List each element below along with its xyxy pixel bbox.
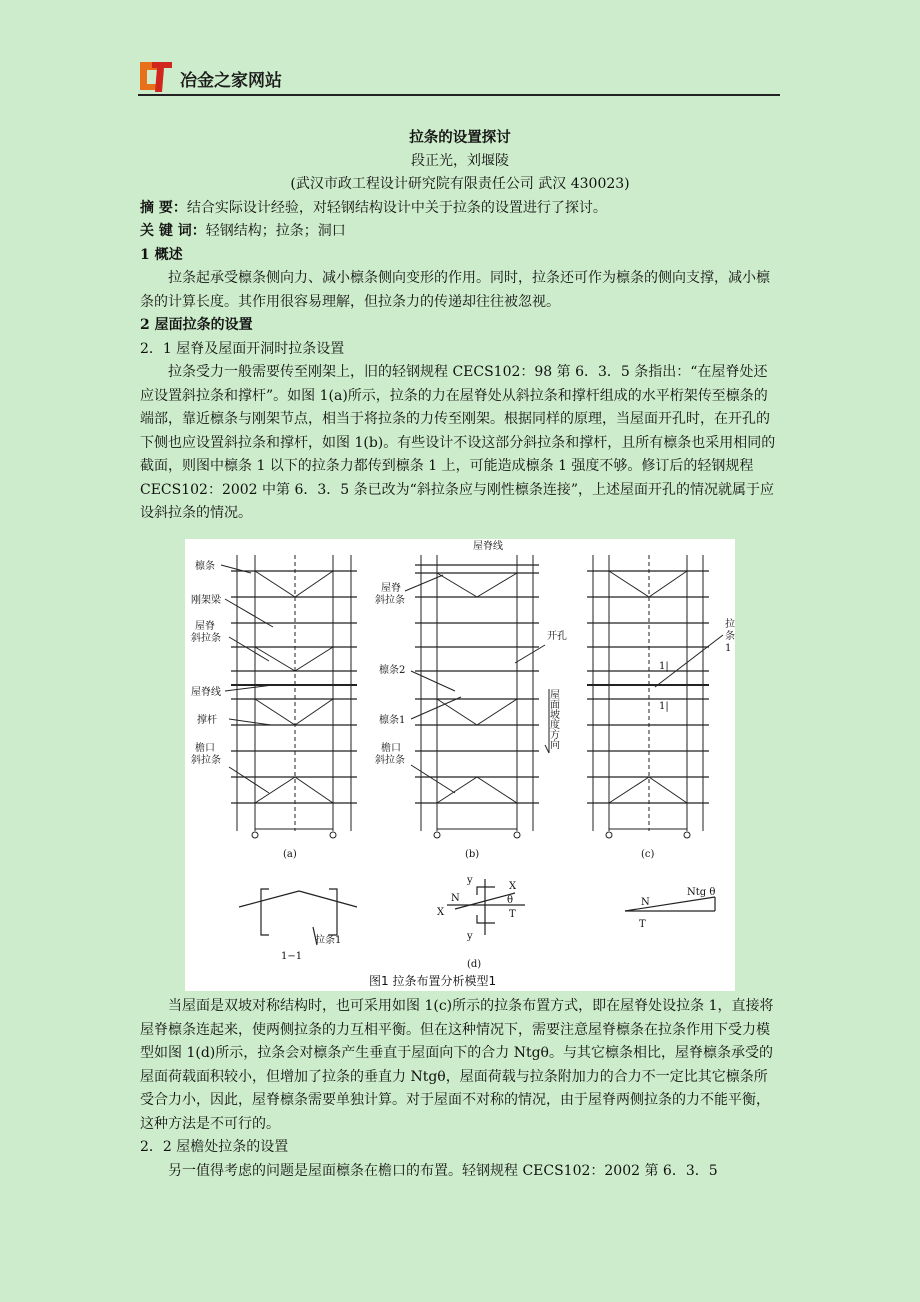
panel-d-X-left-label: X [437,907,445,918]
panel-d-section-label: 1−1 [281,951,303,962]
panel-b-slope-label: 屋面坡度方向 [547,689,559,749]
panel-b-sub-label: (b) [465,849,480,860]
panel-b-ridge-line-label: 屋脊线 [473,541,503,552]
figure-1-drawing [185,539,735,991]
figure-caption: 图1 拉条布置分析模型1 [369,974,497,988]
panel-b-eave-label-2: 斜拉条 [375,755,405,766]
panel-d-tie-label: 拉条1 [315,935,342,946]
panel-c-tie-label-3: 1 [725,643,732,654]
panel-d-drawing [239,879,715,945]
panel-c-sub-label: (c) [641,849,655,860]
abstract-text: 结合实际设计经验，对轻钢结构设计中关于拉条的设置进行了探讨。 [186,199,607,216]
panel-d-N-label: N [451,893,460,904]
article-body-continued [140,995,780,1183]
panel-d-N-force-label: N [641,897,650,908]
abstract-label: 摘 要： [140,199,187,216]
article-authors: 段正光，刘堰陵 [411,152,509,169]
keywords-label: 关 键 词： [140,223,206,239]
panel-b-ridge-brace-label-2: 斜拉条 [375,595,405,606]
panel-d-sub-label: (d) [467,959,482,970]
panel-c-tie-label-2: 条 [725,631,735,642]
site-name[interactable]: 冶金之家网站 [180,71,282,91]
panel-a-frame-label: 刚架梁 [191,595,221,606]
article-body [140,126,780,526]
panel-d-y-bottom-label: y [467,931,473,942]
keywords [140,220,780,244]
panel-d-X-right-label: X [509,881,517,892]
panel-d-Ntg-label: Ntg θ [687,887,716,898]
panel-d-T-force-label: T [639,919,646,930]
article-title: 拉条的设置探讨 [409,129,511,146]
keywords-text: 轻钢结构；拉条；洞口 [205,223,346,239]
page-header [138,56,780,96]
panel-a-purlin-label: 檩条 [195,561,215,572]
site-logo-icon [138,58,174,94]
section-1-paragraph: 拉条起承受檩条侧向力、减小檩条侧向变形的作用。同时，拉条还可作为檩条的侧向支撑，减小檩条的计算长度。其作用很容易理解，但拉条力的传递却往往被忽视。 [140,270,770,310]
panel-d-y-top-label: y [467,875,473,886]
panel-b-opening-label: 开孔 [547,631,567,642]
panel-a-eave-label-2: 斜拉条 [191,755,221,766]
panel-a-ridge-line-label: 屋脊线 [191,687,221,698]
section-2-1-paragraph-2: 当屋面是双坡对称结构时，也可采用如图 1(c)所示的拉条布置方式，即在屋脊处设拉条 1，直接将屋脊檩条连起来，使两侧拉条的力互相平衡。但在这种情况下，需要注意屋脊檩条在拉条作用下受力模型如图 1(d)所示，拉条会对檩条产生垂直于屋面向下的合力 Ntgθ。与其它檩条相比，屋脊檩条承受的屋面荷载面积较小，但增加了拉条的垂直力 Ntgθ，屋面荷载与拉条附加力的合力不一定比其它檩条所受合力小，因此，屋脊檩条需要单独计算。对于屋面不对称的情况，由于屋脊两侧拉条的力不能平衡，这种方法是不可行的。 [140,998,774,1132]
panel-a-strut-label: 撑杆 [197,715,217,726]
panel-a-ridge-brace-label-1: 屋脊 [195,621,215,632]
panel-c-grid [587,555,723,838]
panel-c-tie-label-1: 拉 [725,619,735,630]
panel-d-T-label: T [509,909,516,920]
panel-b-eave-label-1: 檐口 [381,743,401,754]
panel-a-sub-label: (a) [283,849,297,860]
section-2-2-heading: 2．2 屋檐处拉条的设置 [140,1139,289,1155]
panel-a-grid [221,555,357,838]
panel-b-grid [405,555,549,838]
panel-b-purlin2-label: 檩条2 [379,665,406,676]
section-2-2-paragraph: 另一值得考虑的问题是屋面檩条在檐口的布置。轻钢规程 CECS102：2002 第 6．3．5 [168,1162,718,1179]
panel-d-theta-label: θ [507,895,514,906]
panel-b-ridge-brace-label-1: 屋脊 [381,583,401,594]
section-1-heading: 1 概述 [140,246,183,263]
header-rule [138,94,780,96]
section-2-1-heading: 2．1 屋脊及屋面开洞时拉条设置 [140,340,345,357]
figure-1 [185,539,735,991]
panel-c-mark-lower: 1| [659,701,669,712]
panel-c-mark-upper: 1| [659,661,669,672]
section-2-1-paragraph-1: 拉条受力一般需要传至刚架上，旧的轻钢规程 CECS102：98 第 6．3．5 条指出：“在屋脊处还应设置斜拉条和撑杆”。如图 1(a)所示，拉条的力在屋脊处从斜拉条和撑杆组成的水平桁架传至檩条的端部，靠近檩条与刚架节点，相当于将拉条的力传至刚架。根据同样的原理，当屋面开孔时，在开孔的下侧也应设置斜拉条和撑杆，如图 1(b)。有些设计不设这部分斜拉条和撑杆，且所有檩条也采用相同的截面，则图中檩条 1 以下的拉条力都传到檩条 1 上，可能造成檩条 1 强度不够。修订后的轻钢规程 CECS102：2002 中第 6．3．5 条已改为“斜拉条应与刚性檩条连接”，上述屋面开孔的情况就属于应设斜拉条的情况。 [140,364,776,521]
panel-a-ridge-brace-label-2: 斜拉条 [191,633,221,644]
abstract [140,197,780,221]
panel-b-purlin1-label: 檩条1 [379,715,406,726]
panel-a-eave-label-1: 檐口 [195,743,215,754]
article-affiliation: (武汉市政工程设计研究院有限责任公司 武汉 430023) [290,176,630,192]
section-2-heading: 2 屋面拉条的设置 [140,317,253,333]
